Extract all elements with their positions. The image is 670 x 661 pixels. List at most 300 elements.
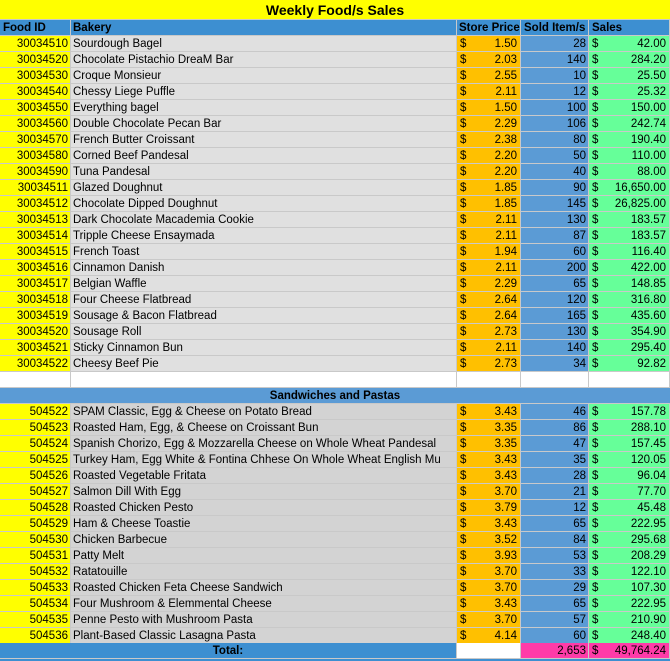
food-id-cell[interactable]: 504532	[0, 564, 71, 580]
store-price-cell[interactable]	[457, 436, 521, 452]
price-value: 3.43	[494, 470, 517, 482]
currency-symbol: $	[460, 470, 467, 482]
sales-cell[interactable]	[589, 420, 670, 436]
store-price-cell[interactable]	[457, 468, 521, 484]
store-price-cell[interactable]	[457, 420, 521, 436]
sold-items-cell[interactable]: 10	[521, 68, 589, 84]
sold-items-cell[interactable]: 130	[521, 212, 589, 228]
price-value: 2.55	[494, 70, 517, 82]
store-price-cell[interactable]	[457, 276, 521, 292]
currency-symbol: $	[592, 470, 599, 482]
currency-symbol: $	[592, 246, 599, 258]
food-id-cell[interactable]: 30034515	[0, 244, 71, 260]
currency-symbol: $	[592, 342, 599, 354]
currency-symbol: $	[460, 278, 467, 290]
table-row	[0, 452, 670, 468]
food-name-cell[interactable]: Ratatouille	[71, 564, 457, 580]
food-name-cell[interactable]: Tuna Pandesal	[71, 164, 457, 180]
table-row	[0, 484, 670, 500]
sold-items-cell[interactable]: 165	[521, 308, 589, 324]
store-price-cell[interactable]	[457, 324, 521, 340]
food-id-cell[interactable]: 30034590	[0, 164, 71, 180]
currency-symbol: $	[592, 502, 599, 514]
table-row	[0, 404, 670, 420]
sold-items-cell[interactable]: 65	[521, 276, 589, 292]
food-name-cell[interactable]: Chocolate Dipped Doughnut	[71, 196, 457, 212]
table-row	[0, 212, 670, 228]
food-id-cell[interactable]: 504527	[0, 484, 71, 500]
sales-cell[interactable]	[589, 324, 670, 340]
food-name-cell[interactable]: Dark Chocolate Macademia Cookie	[71, 212, 457, 228]
sold-items-cell[interactable]: 21	[521, 484, 589, 500]
currency-symbol: $	[460, 102, 467, 114]
food-id-cell[interactable]: 30034510	[0, 36, 71, 52]
sales-value: 316.80	[630, 294, 666, 306]
store-price-cell[interactable]	[457, 52, 521, 68]
food-id-cell[interactable]: 30034540	[0, 84, 71, 100]
price-value: 3.52	[494, 534, 517, 546]
sales-cell[interactable]	[589, 212, 670, 228]
table-row	[0, 596, 670, 612]
food-id-cell[interactable]: 30034514	[0, 228, 71, 244]
sold-items-cell[interactable]: 29	[521, 580, 589, 596]
store-price-cell[interactable]	[457, 580, 521, 596]
sales-value: 210.90	[630, 614, 666, 626]
currency-symbol: $	[460, 454, 467, 466]
sales-cell[interactable]	[589, 580, 670, 596]
food-name-cell[interactable]: Chessy Liege Puffle	[71, 84, 457, 100]
price-value: 2.11	[495, 230, 517, 242]
sales-cell[interactable]	[589, 68, 670, 84]
store-price-cell[interactable]	[457, 628, 521, 644]
store-price-cell[interactable]	[457, 340, 521, 356]
blank-row	[0, 380, 670, 388]
price-value: 2.29	[494, 278, 517, 290]
total-sales-cell[interactable]	[589, 643, 670, 659]
sold-items-cell[interactable]: 60	[521, 628, 589, 644]
sales-cell[interactable]	[589, 308, 670, 324]
food-id-cell[interactable]: 504523	[0, 420, 71, 436]
food-id-cell[interactable]: 30034513	[0, 212, 71, 228]
currency-symbol: $	[460, 614, 467, 626]
currency-symbol: $	[460, 326, 467, 338]
food-id-cell[interactable]: 30034520	[0, 52, 71, 68]
store-price-cell[interactable]	[457, 164, 521, 180]
sales-cell[interactable]	[589, 116, 670, 132]
sales-cell[interactable]	[589, 516, 670, 532]
total-blank-cell[interactable]	[457, 643, 521, 659]
sold-items-cell[interactable]: 33	[521, 564, 589, 580]
price-value: 3.70	[494, 582, 517, 594]
table-row	[0, 580, 670, 596]
food-id-cell[interactable]: 30034521	[0, 340, 71, 356]
currency-symbol: $	[460, 518, 467, 530]
currency-symbol: $	[592, 294, 599, 306]
sales-cell[interactable]	[589, 340, 670, 356]
food-name-cell[interactable]: Corned Beef Pandesal	[71, 148, 457, 164]
sold-items-cell[interactable]: 53	[521, 548, 589, 564]
sales-value: 42.00	[637, 38, 666, 50]
sold-items-cell[interactable]: 80	[521, 132, 589, 148]
sales-cell[interactable]	[589, 564, 670, 580]
table-row	[0, 276, 670, 292]
food-name-cell[interactable]: Everything bagel	[71, 100, 457, 116]
store-price-cell[interactable]	[457, 228, 521, 244]
store-price-cell[interactable]	[457, 404, 521, 420]
sales-cell[interactable]	[589, 196, 670, 212]
food-name-cell[interactable]: Roasted Chicken Feta Cheese Sandwich	[71, 580, 457, 596]
food-name-cell[interactable]: Sticky Cinnamon Bun	[71, 340, 457, 356]
food-name-cell[interactable]: Roasted Ham, Egg, & Cheese on Croissant Bun	[71, 420, 457, 436]
store-price-cell[interactable]	[457, 516, 521, 532]
food-id-cell[interactable]: 504529	[0, 516, 71, 532]
food-name-cell[interactable]: Turkey Ham, Egg White & Fontina Chhese On Whole Wheat English Mu	[71, 452, 457, 468]
food-name-cell[interactable]: Sousage Roll	[71, 324, 457, 340]
sold-items-cell[interactable]: 28	[521, 468, 589, 484]
sold-items-cell[interactable]: 84	[521, 532, 589, 548]
sales-cell[interactable]	[589, 132, 670, 148]
sales-cell[interactable]	[589, 404, 670, 420]
food-name-cell[interactable]: Cinnamon Danish	[71, 260, 457, 276]
food-id-cell[interactable]: 30034519	[0, 308, 71, 324]
sales-cell[interactable]	[589, 356, 670, 372]
sales-cell[interactable]	[589, 164, 670, 180]
store-price-cell[interactable]	[457, 180, 521, 196]
sales-cell[interactable]	[589, 548, 670, 564]
currency-symbol: $	[460, 166, 467, 178]
table-row	[0, 116, 670, 132]
sales-value: 96.04	[637, 470, 666, 482]
food-name-cell[interactable]: SPAM Classic, Egg & Cheese on Potato Bread	[71, 404, 457, 420]
store-price-cell[interactable]	[457, 308, 521, 324]
table-row	[0, 356, 670, 372]
store-price-cell[interactable]	[457, 500, 521, 516]
sales-cell[interactable]	[589, 436, 670, 452]
currency-symbol: $	[460, 438, 467, 450]
sales-value: 110.00	[631, 150, 666, 162]
price-value: 3.70	[494, 614, 517, 626]
table-row	[0, 244, 670, 260]
price-value: 3.70	[494, 566, 517, 578]
table-row	[0, 516, 670, 532]
food-name-cell[interactable]: French Toast	[71, 244, 457, 260]
food-id-cell[interactable]: 504524	[0, 436, 71, 452]
sales-value: 190.40	[630, 134, 666, 146]
table-row	[0, 196, 670, 212]
food-name-cell[interactable]: Tripple Cheese Ensaymada	[71, 228, 457, 244]
food-id-cell[interactable]: 504528	[0, 500, 71, 516]
food-name-cell[interactable]: Double Chocolate Pecan Bar	[71, 116, 457, 132]
currency-symbol: $	[592, 38, 599, 50]
sheet-title: Weekly Food/s Sales	[0, 0, 670, 20]
sales-cell[interactable]	[589, 452, 670, 468]
sold-items-cell[interactable]: 130	[521, 324, 589, 340]
store-price-cell[interactable]	[457, 84, 521, 100]
sales-value: 435.60	[630, 310, 666, 322]
food-id-cell[interactable]: 504525	[0, 452, 71, 468]
header-bakery[interactable]: Bakery	[71, 20, 457, 36]
food-id-cell[interactable]: 30034580	[0, 148, 71, 164]
sold-items-cell[interactable]: 106	[521, 116, 589, 132]
food-name-cell[interactable]: Chocolate Pistachio DreaM Bar	[71, 52, 457, 68]
food-id-cell[interactable]: 504522	[0, 404, 71, 420]
sales-value: 242.74	[630, 118, 666, 130]
store-price-cell[interactable]	[457, 116, 521, 132]
sales-cell[interactable]	[589, 628, 670, 644]
food-id-cell[interactable]: 504534	[0, 596, 71, 612]
food-id-cell[interactable]: 30034520	[0, 324, 71, 340]
store-price-cell[interactable]	[457, 532, 521, 548]
sold-items-cell[interactable]: 12	[521, 500, 589, 516]
currency-symbol: $	[460, 150, 467, 162]
sold-items-cell[interactable]: 87	[521, 228, 589, 244]
sales-cell[interactable]	[589, 100, 670, 116]
sales-value: 222.95	[630, 598, 666, 610]
food-name-cell[interactable]: Roasted Vegetable Fritata	[71, 468, 457, 484]
store-price-cell[interactable]	[457, 548, 521, 564]
price-value: 2.64	[494, 310, 517, 322]
table-row	[0, 564, 670, 580]
food-id-cell[interactable]: 30034511	[0, 180, 71, 196]
food-name-cell[interactable]: Chicken Barbecue	[71, 532, 457, 548]
header-food-id[interactable]: Food ID	[0, 20, 71, 36]
table-row	[0, 436, 670, 452]
sales-value: 288.10	[630, 422, 666, 434]
total-row	[0, 643, 670, 659]
food-name-cell[interactable]: Roasted Chicken Pesto	[71, 500, 457, 516]
currency-symbol: $	[592, 598, 599, 610]
table-row	[0, 148, 670, 164]
food-id-cell[interactable]: 504530	[0, 532, 71, 548]
store-price-cell[interactable]	[457, 260, 521, 276]
sales-cell[interactable]	[589, 244, 670, 260]
sold-items-cell[interactable]: 28	[521, 36, 589, 52]
sold-items-cell[interactable]: 86	[521, 420, 589, 436]
store-price-cell[interactable]	[457, 212, 521, 228]
currency-symbol: $	[460, 246, 467, 258]
sold-items-cell[interactable]: 65	[521, 516, 589, 532]
currency-symbol: $	[460, 566, 467, 578]
food-name-cell[interactable]: Sousage & Bacon Flatbread	[71, 308, 457, 324]
sales-value: 92.82	[637, 358, 666, 370]
sales-cell[interactable]	[589, 260, 670, 276]
food-name-cell[interactable]: French Butter Croissant	[71, 132, 457, 148]
price-value: 2.11	[495, 214, 517, 226]
currency-symbol: $	[460, 486, 467, 498]
store-price-cell[interactable]	[457, 68, 521, 84]
store-price-cell[interactable]	[457, 132, 521, 148]
price-value: 3.35	[494, 438, 517, 450]
currency-symbol: $	[592, 614, 599, 626]
store-price-cell[interactable]	[457, 196, 521, 212]
section-title-sandwiches[interactable]: Sandwiches and Pastas	[0, 388, 670, 404]
store-price-cell[interactable]	[457, 100, 521, 116]
currency-symbol: $	[592, 54, 599, 66]
header-sales[interactable]: Sales	[589, 20, 670, 36]
sales-value: 157.45	[630, 438, 666, 450]
price-value: 1.50	[494, 102, 517, 114]
store-price-cell[interactable]	[457, 484, 521, 500]
store-price-cell[interactable]	[457, 36, 521, 52]
food-id-cell[interactable]: 504536	[0, 628, 71, 644]
sold-items-cell[interactable]: 90	[521, 180, 589, 196]
food-name-cell[interactable]: Salmon Dill With Egg	[71, 484, 457, 500]
sales-value: 25.50	[637, 70, 666, 82]
currency-symbol: $	[592, 582, 599, 594]
currency-symbol: $	[460, 630, 467, 642]
food-id-cell[interactable]: 30034518	[0, 292, 71, 308]
sales-cell[interactable]	[589, 596, 670, 612]
food-name-cell[interactable]: Ham & Cheese Toastie	[71, 516, 457, 532]
currency-symbol: $	[592, 454, 599, 466]
price-value: 2.73	[494, 326, 517, 338]
currency-symbol: $	[592, 166, 599, 178]
header-row	[0, 20, 670, 36]
food-name-cell[interactable]: Sourdough Bagel	[71, 36, 457, 52]
sales-cell[interactable]	[589, 52, 670, 68]
currency-symbol: $	[592, 134, 599, 146]
price-value: 3.35	[494, 422, 517, 434]
food-name-cell[interactable]: Four Mushroom & Elemmental Cheese	[71, 596, 457, 612]
price-value: 3.43	[494, 406, 517, 418]
store-price-cell[interactable]	[457, 356, 521, 372]
sales-cell[interactable]	[589, 468, 670, 484]
sales-cell[interactable]	[589, 84, 670, 100]
food-id-cell[interactable]: 30034512	[0, 196, 71, 212]
store-price-cell[interactable]	[457, 612, 521, 628]
sales-cell[interactable]	[589, 36, 670, 52]
currency-symbol: $	[460, 582, 467, 594]
price-value: 1.85	[494, 198, 517, 210]
food-name-cell[interactable]: Cheesy Beef Pie	[71, 356, 457, 372]
header-store-price[interactable]: Store Price	[459, 22, 520, 34]
sold-items-cell[interactable]: 120	[521, 292, 589, 308]
currency-symbol: $	[592, 486, 599, 498]
store-price-cell[interactable]	[457, 596, 521, 612]
food-name-cell[interactable]: Croque Monsieur	[71, 68, 457, 84]
price-value: 3.79	[494, 502, 517, 514]
currency-symbol: $	[460, 182, 467, 194]
food-name-cell[interactable]: Patty Melt	[71, 548, 457, 564]
table-row	[0, 36, 670, 52]
sales-value: 25.32	[637, 86, 666, 98]
sales-cell[interactable]	[589, 292, 670, 308]
currency-symbol: $	[460, 550, 467, 562]
sales-value: 284.20	[630, 54, 666, 66]
sales-value: 16,650.00	[614, 182, 666, 194]
currency-symbol: $	[460, 86, 467, 98]
sales-value: 26,825.00	[614, 198, 666, 210]
currency-symbol: $	[592, 262, 599, 274]
currency-symbol: $	[592, 198, 599, 210]
sold-items-cell[interactable]: 40	[521, 164, 589, 180]
sales-cell[interactable]	[589, 228, 670, 244]
currency-symbol: $	[592, 645, 599, 657]
sold-items-cell[interactable]: 50	[521, 148, 589, 164]
store-price-cell[interactable]	[457, 452, 521, 468]
sold-items-cell[interactable]: 47	[521, 436, 589, 452]
food-id-cell[interactable]: 504531	[0, 548, 71, 564]
food-id-cell[interactable]: 504533	[0, 580, 71, 596]
food-name-cell[interactable]: Spanish Chorizo, Egg & Mozzarella Cheese on Whole Wheat Pandesal	[71, 436, 457, 452]
table-row	[0, 292, 670, 308]
store-price-cell[interactable]	[457, 244, 521, 260]
sales-value: 295.40	[630, 342, 666, 354]
sold-items-cell[interactable]: 35	[521, 452, 589, 468]
food-id-cell[interactable]: 30034522	[0, 356, 71, 372]
food-id-cell[interactable]: 504535	[0, 612, 71, 628]
header-sold-items[interactable]: Sold Item/s	[521, 20, 589, 36]
price-value: 4.14	[494, 630, 517, 642]
sold-items-cell[interactable]: 140	[521, 340, 589, 356]
sold-items-cell[interactable]: 46	[521, 404, 589, 420]
sales-value: 422.00	[630, 262, 666, 274]
sold-items-cell[interactable]: 60	[521, 244, 589, 260]
sales-cell[interactable]	[589, 532, 670, 548]
food-id-cell[interactable]: 30034550	[0, 100, 71, 116]
sales-value: 116.40	[631, 246, 666, 258]
total-label[interactable]: Total:	[0, 643, 457, 659]
price-value: 3.43	[494, 598, 517, 610]
food-id-cell[interactable]: 30034560	[0, 116, 71, 132]
food-id-cell[interactable]: 504526	[0, 468, 71, 484]
price-value: 2.20	[494, 166, 517, 178]
currency-symbol: $	[592, 406, 599, 418]
currency-symbol: $	[460, 230, 467, 242]
table-row	[0, 52, 670, 68]
food-name-cell[interactable]: Belgian Waffle	[71, 276, 457, 292]
food-id-cell[interactable]: 30034517	[0, 276, 71, 292]
sales-value: 150.00	[630, 102, 666, 114]
sold-items-cell[interactable]: 34	[521, 356, 589, 372]
sales-cell[interactable]	[589, 180, 670, 196]
food-name-cell[interactable]: Four Cheese Flatbread	[71, 292, 457, 308]
food-id-cell[interactable]: 30034516	[0, 260, 71, 276]
sales-cell[interactable]	[589, 484, 670, 500]
sales-cell[interactable]	[589, 148, 670, 164]
sold-items-cell[interactable]: 12	[521, 84, 589, 100]
sales-cell[interactable]	[589, 612, 670, 628]
food-name-cell[interactable]: Penne Pesto with Mushroom Pasta	[71, 612, 457, 628]
currency-symbol: $	[460, 598, 467, 610]
total-sales: 49,764.24	[614, 645, 666, 657]
sales-cell[interactable]	[589, 500, 670, 516]
table-row	[0, 260, 670, 276]
food-id-cell[interactable]: 30034570	[0, 132, 71, 148]
sales-cell[interactable]	[589, 276, 670, 292]
sold-items-cell[interactable]: 140	[521, 52, 589, 68]
currency-symbol: $	[460, 534, 467, 546]
price-value: 2.03	[494, 54, 517, 66]
food-id-cell[interactable]: 30034530	[0, 68, 71, 84]
store-price-cell[interactable]	[457, 292, 521, 308]
currency-symbol: $	[592, 118, 599, 130]
currency-symbol: $	[592, 326, 599, 338]
store-price-cell[interactable]	[457, 148, 521, 164]
sold-items-cell[interactable]: 200	[521, 260, 589, 276]
total-sold[interactable]: 2,653	[521, 643, 589, 659]
food-name-cell[interactable]: Glazed Doughnut	[71, 180, 457, 196]
food-name-cell[interactable]: Plant-Based Classic Lasagna Pasta	[71, 628, 457, 644]
currency-symbol: $	[592, 278, 599, 290]
currency-symbol: $	[460, 134, 467, 146]
sold-items-cell[interactable]: 57	[521, 612, 589, 628]
sales-value: 157.78	[630, 406, 666, 418]
sold-items-cell[interactable]: 65	[521, 596, 589, 612]
sold-items-cell[interactable]: 100	[521, 100, 589, 116]
store-price-cell[interactable]	[457, 564, 521, 580]
sold-items-cell[interactable]: 145	[521, 196, 589, 212]
